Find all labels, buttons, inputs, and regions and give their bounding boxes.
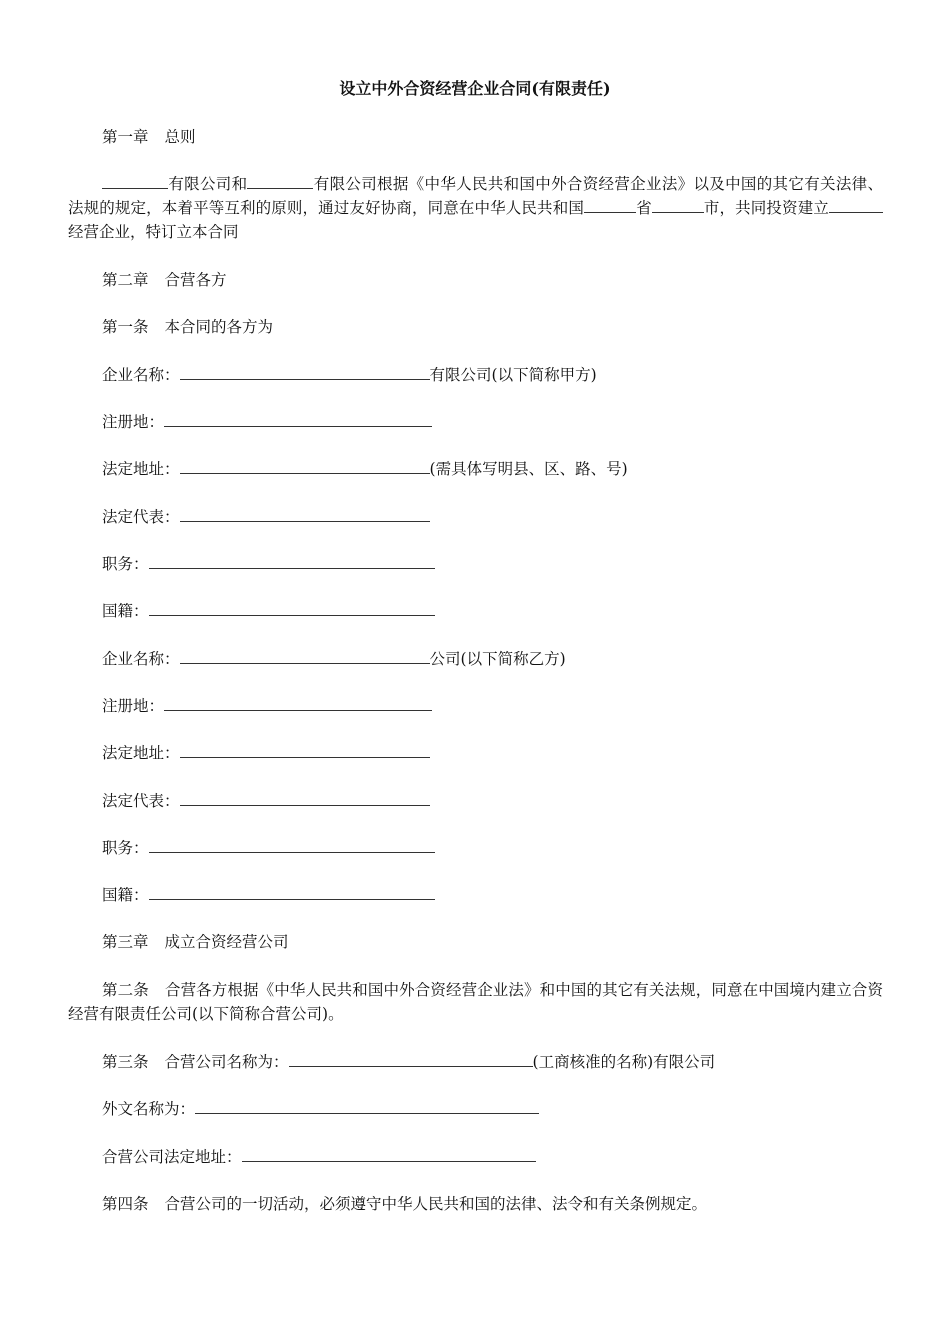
article-2-paragraph — [68, 978, 883, 1026]
field-label: 法定代表： — [102, 792, 180, 810]
field-label: 国籍： — [102, 602, 149, 620]
blank-line — [584, 198, 636, 213]
party-a-address-row — [102, 458, 628, 480]
article-label: 第三条 — [102, 1053, 149, 1071]
article-text: 合营公司名称为： — [164, 1053, 289, 1071]
foreign-name-row — [102, 1098, 539, 1120]
article-label: 第一条 — [102, 318, 149, 336]
blank-line — [180, 365, 430, 380]
blank-line — [149, 601, 435, 616]
article-label: 第四条 — [102, 1195, 149, 1213]
blank-line — [149, 554, 435, 569]
party-a-registration-row — [102, 411, 432, 433]
blank-line — [289, 1052, 533, 1067]
chapter-2-heading — [102, 269, 227, 291]
field-label: 法定代表： — [102, 508, 180, 526]
field-label: 法定地址： — [102, 744, 180, 762]
field-suffix: 公司(以下简称乙方) — [429, 650, 566, 668]
field-suffix: 有限公司(以下简称甲方) — [429, 366, 597, 384]
article-label: 第二条 — [102, 981, 149, 999]
field-label: 注册地： — [102, 413, 165, 431]
document-title: 设立中外合资经营企业合同(有限责任) — [339, 79, 611, 98]
blank-line — [652, 198, 704, 213]
article-text: 合营公司的一切活动，必须遵守中华人民共和国的法律、法令和有关条例规定。 — [164, 1195, 708, 1213]
chapter-name: 总则 — [164, 128, 196, 146]
blank-line — [195, 1099, 539, 1114]
party-a-company-row — [102, 364, 597, 386]
party-a-nationality-row — [102, 600, 435, 622]
party-b-company-row — [102, 648, 566, 670]
preamble-text: 有限公司根据《中华人民共和国中外合资经营企业法》以及中国的其它有关法律、法规的规定，本着平等互利的原则，通过友好协商，同意在中华人民共和国 — [68, 175, 883, 217]
field-label: 国籍： — [102, 886, 149, 904]
field-label: 职务： — [102, 555, 149, 573]
blank-line — [180, 459, 430, 474]
blank-line — [164, 412, 432, 427]
chapter-name: 成立合资经营公司 — [164, 933, 289, 951]
blank-line — [102, 174, 168, 189]
preamble-text: 省 — [635, 199, 652, 217]
preamble-paragraph — [68, 172, 883, 244]
party-b-registration-row — [102, 695, 432, 717]
article-text: 本合同的各方为 — [164, 318, 274, 336]
party-b-representative-row — [102, 790, 430, 812]
blank-line — [180, 743, 430, 758]
blank-line — [180, 791, 430, 806]
jv-address-row — [102, 1146, 536, 1168]
field-label: 注册地： — [102, 697, 165, 715]
article-suffix: (工商核准的名称)有限公司 — [532, 1053, 716, 1071]
party-b-title-row — [102, 837, 435, 859]
chapter-3-heading — [102, 931, 289, 953]
preamble-text: 市，共同投资建立 — [703, 199, 829, 217]
preamble-text: 有限公司和 — [168, 175, 248, 193]
preamble-text: 经营企业，特订立本合同 — [68, 223, 239, 241]
chapter-label: 第一章 — [102, 128, 149, 146]
chapter-name: 合营各方 — [164, 271, 227, 289]
field-label: 合营公司法定地址： — [102, 1148, 242, 1166]
field-label: 职务： — [102, 839, 149, 857]
blank-line — [149, 885, 435, 900]
chapter-label: 第三章 — [102, 933, 149, 951]
field-note: (需具体写明县、区、路、号) — [429, 460, 628, 478]
article-1 — [102, 316, 273, 338]
chapter-label: 第二章 — [102, 271, 149, 289]
party-b-address-row — [102, 742, 430, 764]
article-4 — [102, 1193, 707, 1215]
blank-line — [180, 649, 430, 664]
blank-line — [247, 174, 313, 189]
field-label: 企业名称： — [102, 650, 180, 668]
chapter-1-heading — [102, 126, 196, 148]
article-3 — [102, 1051, 715, 1073]
blank-line — [829, 198, 883, 213]
blank-line — [180, 507, 430, 522]
blank-line — [164, 696, 432, 711]
article-text: 合营各方根据《中华人民共和国中外合资经营企业法》和中国的其它有关法规，同意在中国境内建立合资经营有限责任公司(以下简称合营公司)。 — [68, 981, 883, 1023]
blank-line — [242, 1147, 536, 1162]
party-a-title-row — [102, 553, 435, 575]
field-label: 法定地址： — [102, 460, 180, 478]
field-label: 外文名称为： — [102, 1100, 196, 1118]
field-label: 企业名称： — [102, 366, 180, 384]
party-a-representative-row — [102, 506, 430, 528]
blank-line — [149, 838, 435, 853]
party-b-nationality-row — [102, 884, 435, 906]
